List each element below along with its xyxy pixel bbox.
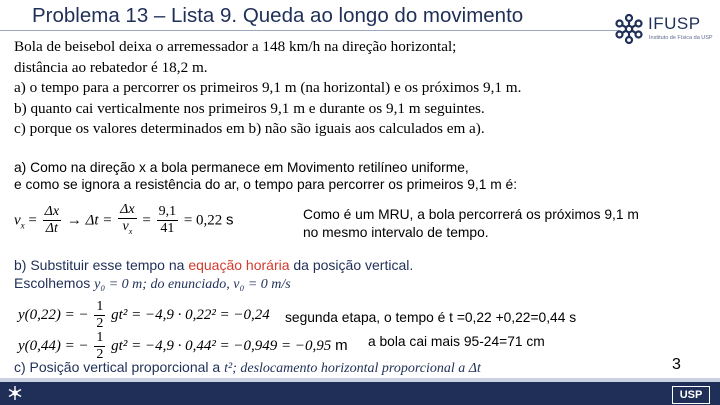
equation-fall-2: y(0,44) = − $\frac{1}{2}$ gt² = −4,9 · 0,44² = −0,949 = −0,95 m bbox=[18, 330, 348, 362]
ifusp-logo-icon bbox=[612, 12, 646, 46]
ifusp-logo bbox=[612, 8, 717, 50]
fraction-91-41: $\frac{9,1}{41}$ bbox=[158, 204, 177, 237]
equation-time: $v_x$ = $\frac{\Delta x}{\Delta t}$ → Δt = $\frac{\Delta x}{v_x}$ = $\frac{9,1}{41}$ = 0,22 s bbox=[14, 202, 234, 240]
statement-line-1: Bola de beisebol deixa o arremessador a 148 km/h na direção horizontal; bbox=[14, 38, 457, 55]
solution-a-line-2: e como se ignora a resistência do ar, o tempo para percorrer os primeiros 9,1 m é: bbox=[14, 177, 518, 192]
problem-statement bbox=[14, 37, 521, 140]
extra-fall-note: a bola cai mais 95-24=71 cm bbox=[368, 334, 545, 349]
statement-line-2: distância ao rebatedor é 18,2 m. bbox=[14, 58, 208, 76]
solution-b-heading: b) Substituir esse tempo na equação horária da posição vertical. bbox=[14, 257, 414, 273]
page-number: 3 bbox=[672, 356, 681, 373]
usp-logo: USP bbox=[672, 386, 710, 404]
title-divider bbox=[0, 30, 620, 31]
mru-note-line-2: no mesmo intervalo de tempo. bbox=[303, 225, 489, 240]
logo-name: IFUSP bbox=[648, 14, 701, 33]
statement-item-c: c) porque os valores determinados em b) não são iguais aos calculados em a). bbox=[14, 120, 485, 137]
logo-subtitle: Instituto de Física da USP bbox=[649, 35, 713, 41]
footer-bar bbox=[0, 382, 720, 405]
statement-item-a: a) o tempo para a percorrer os primeiros 9,1 m (na horizontal) e os próximos 9,1 m. bbox=[14, 79, 522, 96]
equation-fall-1: y(0,22) = − $\frac{1}{2}$ gt² = −4,9 · 0,22² = −0,24 bbox=[18, 299, 270, 331]
highlight-term: equação horária bbox=[188, 257, 290, 273]
second-stage-note: segunda etapa, o tempo é t =0,22 +0,22=0,44 s bbox=[285, 310, 577, 325]
page-title: Problema 13 – Lista 9. Queda ao longo do movimento bbox=[32, 4, 524, 27]
mru-note-line-1: Como é um MRU, a bola percorrerá os próximos 9,1 m bbox=[303, 207, 639, 222]
snowflake-ornament-icon bbox=[7, 385, 23, 401]
initial-conditions: Escolhemos y₀ = 0 m; do enunciado, v₀ = 0 m/s bbox=[14, 275, 291, 292]
solution-a-line-1: a) Como na direção x a bola permanece em Movimento retilíneo uniforme, bbox=[14, 160, 469, 175]
fraction-dx-dt: $\frac{\Delta x}{\Delta t}$ bbox=[44, 204, 60, 237]
statement-item-b: b) quanto cai verticalmente nos primeiros 9,1 m e durante os 9,1 m seguintes. bbox=[14, 99, 485, 117]
solution-c-line: c) Posição vertical proporcional a t²; deslocamento horizontal proporcional a Δt bbox=[14, 359, 481, 376]
fraction-dx-vx: $\frac{\Delta x}{v_x}$ bbox=[120, 202, 135, 236]
